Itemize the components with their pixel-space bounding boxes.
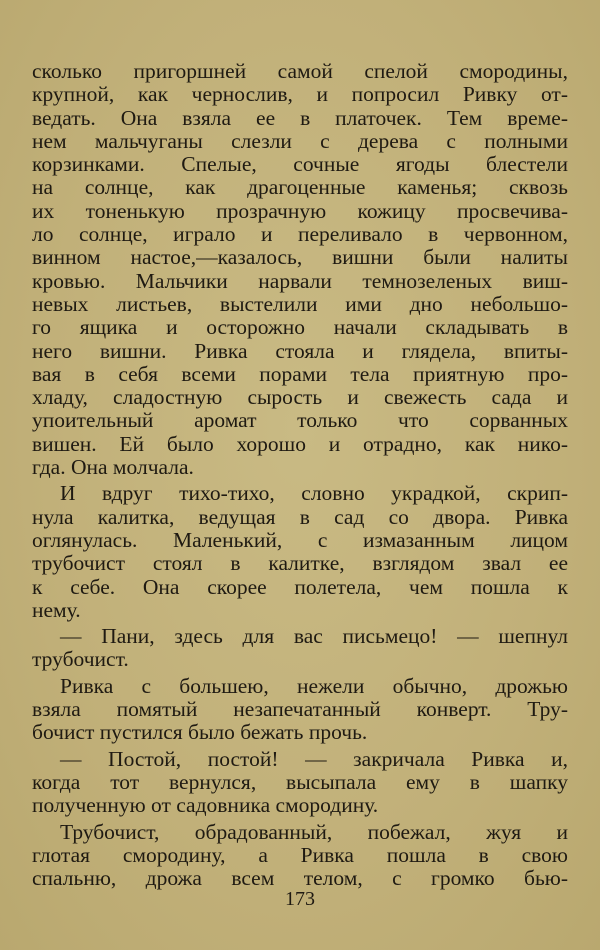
text-line: глотая смородину, а Ривка пошла в свою [32, 842, 568, 867]
paragraph-4 [32, 675, 568, 745]
text-line: И вдруг тихо-тихо, словно украдкой, скрип- [60, 481, 568, 506]
paragraph-3 [32, 625, 568, 672]
text-line: оглянулась. Маленький, с измазанным лицом [32, 527, 568, 552]
text-line: невых листьев, выстелили ими дно небольшо- [32, 291, 568, 316]
text-line: ведать. Она взяла ее в платочек. Тем време- [32, 105, 568, 130]
text-line: крупной, как чернослив, и попросил Ривку от- [32, 82, 568, 107]
body-text [32, 60, 568, 890]
text-line: вишен. Ей было хорошо и отрадно, как нико- [32, 431, 568, 456]
page-number: 173 [285, 888, 315, 910]
text-line: упоительный аромат только что сорванных [32, 408, 568, 433]
paragraph-2 [32, 482, 568, 622]
text-line: корзинками. Спелые, сочные ягоды блестели [32, 152, 568, 177]
text-line: когда тот вернулся, высыпала ему в шапку [32, 769, 568, 794]
text-line: винном настое,—казалось, вишни были налиты [32, 245, 568, 270]
text-line: их тоненькую прозрачную кожицу просвечива- [32, 198, 568, 223]
text-line: нем мальчуганы слезли с дерева с полными [32, 128, 568, 153]
text-line: к себе. Она скорее полетела, чем пошла к [32, 574, 568, 599]
text-line: — Пани, здесь для вас письмецо! — шепнул [60, 624, 568, 649]
paragraph-6 [32, 821, 568, 891]
text-line: гда. Она молчала. [32, 455, 194, 480]
text-line: хладу, сладостную сырость и свежесть сада и [32, 385, 568, 410]
paragraph-1 [32, 60, 568, 479]
text-line: Ривка с большею, нежели обычно, дрожью [60, 673, 568, 698]
text-line: спальню, дрожа всем телом, с громко бью- [32, 866, 568, 891]
text-line: го ящика и осторожно начали складывать в [32, 315, 568, 340]
text-line: ло солнце, играло и переливало в червонном, [32, 222, 568, 247]
text-line: — Постой, постой! — закричала Ривка и, [60, 746, 568, 771]
text-line: него вишни. Ривка стояла и глядела, впиты- [32, 338, 568, 363]
text-line: бочист пустился было бежать прочь. [32, 720, 368, 745]
text-line: полученную от садовника смородину. [32, 793, 379, 818]
text-line: трубочист стоял в калитке, взглядом звал ее [32, 551, 568, 576]
text-line: взяла помятый незапечатанный конверт. Тру- [32, 697, 568, 722]
text-line: на солнце, как драгоценные каменья; сквозь [32, 175, 568, 200]
text-line: сколько пригоршней самой спелой смородины, [32, 59, 568, 83]
text-line: Трубочист, обрадованный, побежал, жуя и [60, 819, 568, 844]
text-line: вая в себя всеми порами тела приятную про- [32, 361, 568, 386]
text-line: трубочист. [32, 647, 129, 672]
text-line: нему. [32, 597, 81, 622]
text-line: кровью. Мальчики нарвали темнозеленых виш- [32, 268, 568, 293]
paragraph-5 [32, 748, 568, 818]
text-line: нула калитка, ведущая в сад со двора. Ривка [32, 504, 568, 529]
